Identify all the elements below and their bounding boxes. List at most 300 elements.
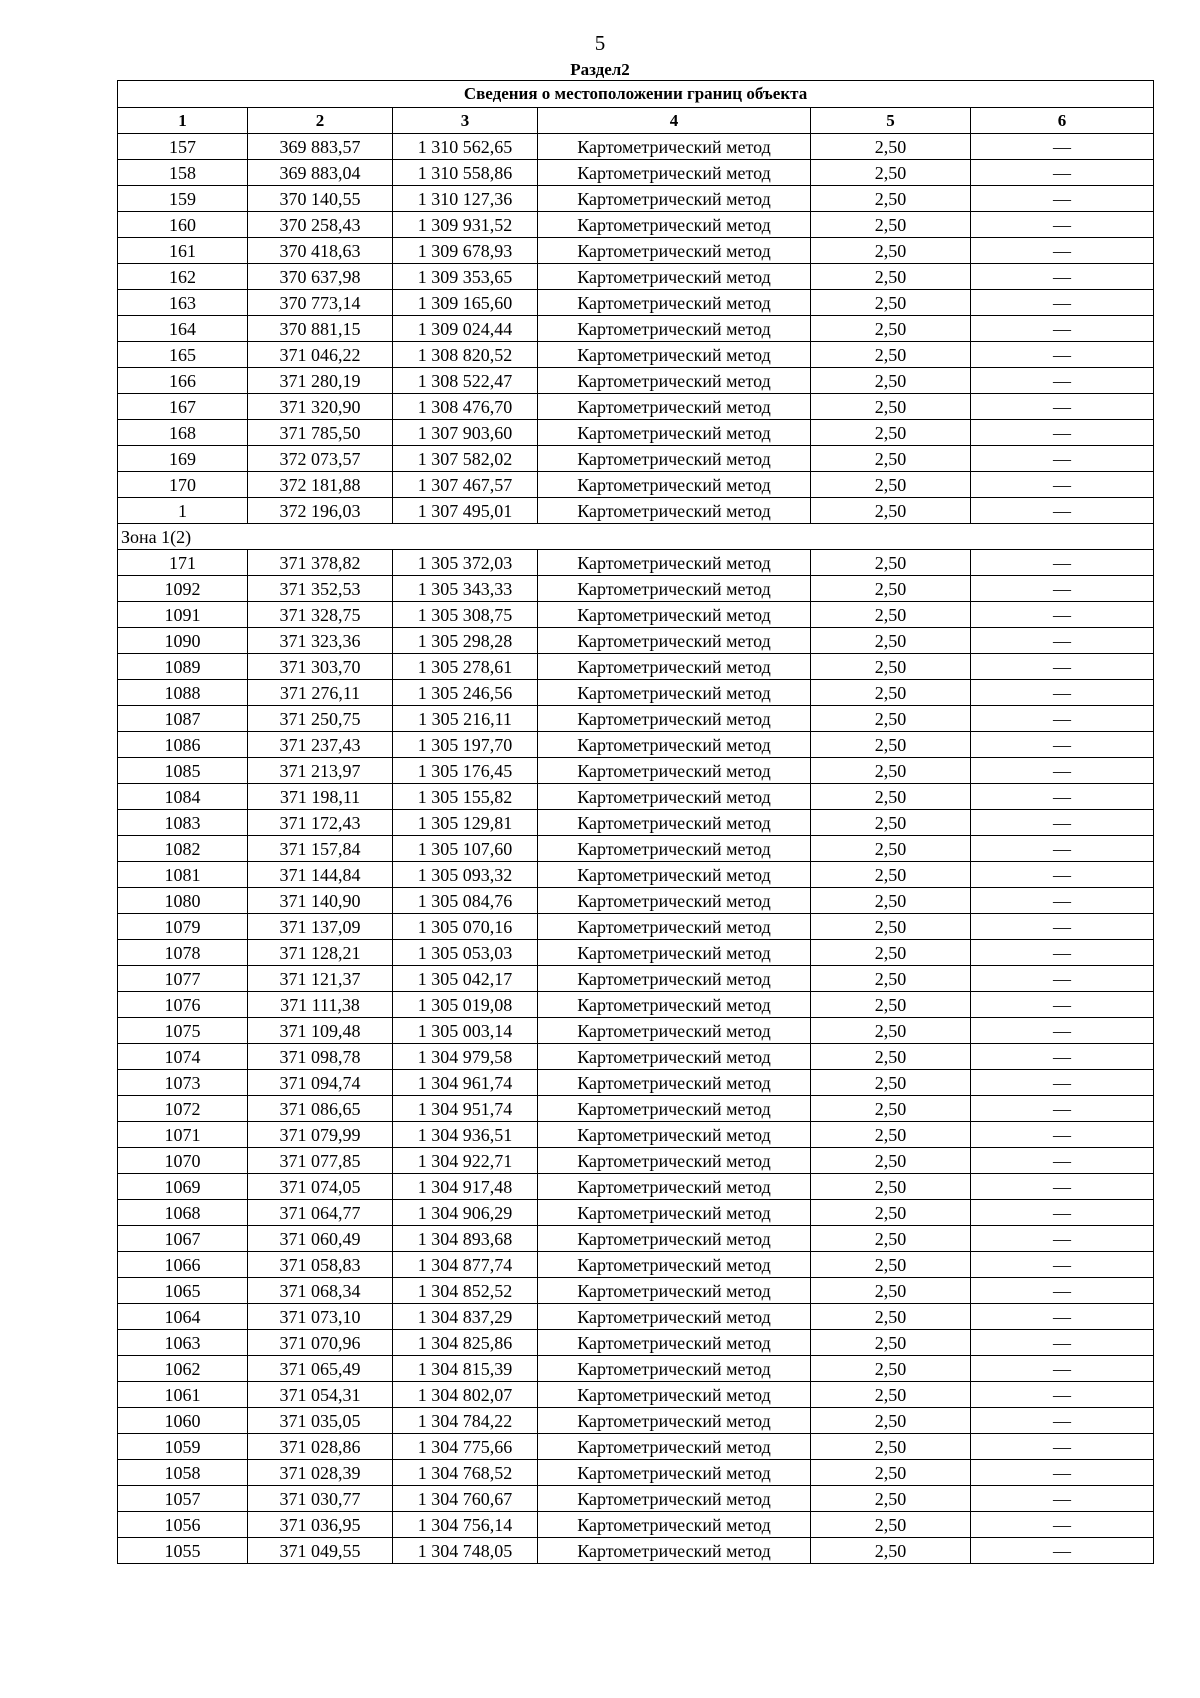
accuracy-cell: 2,50 — [811, 1460, 971, 1486]
accuracy-cell: 2,50 — [811, 1044, 971, 1070]
y-coordinate-cell: 1 305 197,70 — [393, 732, 538, 758]
x-coordinate-cell: 371 046,22 — [248, 342, 393, 368]
table-row — [118, 160, 1154, 186]
accuracy-cell: 2,50 — [811, 342, 971, 368]
point-number-cell: 1068 — [118, 1200, 248, 1226]
note-cell: — — [971, 1538, 1154, 1564]
table-row — [118, 1044, 1154, 1070]
y-coordinate-cell: 1 304 756,14 — [393, 1512, 538, 1538]
y-coordinate-cell: 1 307 903,60 — [393, 420, 538, 446]
accuracy-cell: 2,50 — [811, 472, 971, 498]
method-cell: Картометрический метод — [538, 290, 811, 316]
method-cell: Картометрический метод — [538, 628, 811, 654]
point-number-cell: 1070 — [118, 1148, 248, 1174]
point-number-cell: 1073 — [118, 1070, 248, 1096]
note-cell: — — [971, 1096, 1154, 1122]
table-row — [118, 654, 1154, 680]
table-row — [118, 758, 1154, 784]
accuracy-cell: 2,50 — [811, 1018, 971, 1044]
accuracy-cell: 2,50 — [811, 1070, 971, 1096]
method-cell: Картометрический метод — [538, 1304, 811, 1330]
method-cell: Картометрический метод — [538, 1408, 811, 1434]
method-cell: Картометрический метод — [538, 1122, 811, 1148]
x-coordinate-cell: 371 070,96 — [248, 1330, 393, 1356]
note-cell: — — [971, 810, 1154, 836]
method-cell: Картометрический метод — [538, 914, 811, 940]
accuracy-cell: 2,50 — [811, 446, 971, 472]
method-cell: Картометрический метод — [538, 784, 811, 810]
method-cell: Картометрический метод — [538, 1252, 811, 1278]
table-row — [118, 732, 1154, 758]
y-coordinate-cell: 1 307 467,57 — [393, 472, 538, 498]
y-coordinate-cell: 1 305 003,14 — [393, 1018, 538, 1044]
accuracy-cell: 2,50 — [811, 1330, 971, 1356]
table-row — [118, 394, 1154, 420]
method-cell: Картометрический метод — [538, 1044, 811, 1070]
note-cell: — — [971, 836, 1154, 862]
table-row — [118, 784, 1154, 810]
point-number-cell: 1069 — [118, 1174, 248, 1200]
x-coordinate-cell: 371 049,55 — [248, 1538, 393, 1564]
note-cell: — — [971, 160, 1154, 186]
table-row — [118, 1148, 1154, 1174]
x-coordinate-cell: 370 637,98 — [248, 264, 393, 290]
method-cell: Картометрический метод — [538, 732, 811, 758]
point-number-cell: 170 — [118, 472, 248, 498]
accuracy-cell: 2,50 — [811, 784, 971, 810]
table-row — [118, 342, 1154, 368]
x-coordinate-cell: 370 258,43 — [248, 212, 393, 238]
x-coordinate-cell: 371 378,82 — [248, 550, 393, 576]
y-coordinate-cell: 1 305 246,56 — [393, 680, 538, 706]
table-row — [118, 550, 1154, 576]
method-cell: Картометрический метод — [538, 1356, 811, 1382]
point-number-cell: 169 — [118, 446, 248, 472]
y-coordinate-cell: 1 309 165,60 — [393, 290, 538, 316]
y-coordinate-cell: 1 308 820,52 — [393, 342, 538, 368]
accuracy-cell: 2,50 — [811, 160, 971, 186]
y-coordinate-cell: 1 305 343,33 — [393, 576, 538, 602]
accuracy-cell: 2,50 — [811, 1200, 971, 1226]
x-coordinate-cell: 372 196,03 — [248, 498, 393, 524]
method-cell: Картометрический метод — [538, 1512, 811, 1538]
method-cell: Картометрический метод — [538, 1018, 811, 1044]
note-cell: — — [971, 654, 1154, 680]
x-coordinate-cell: 371 237,43 — [248, 732, 393, 758]
note-cell: — — [971, 1330, 1154, 1356]
accuracy-cell: 2,50 — [811, 1148, 971, 1174]
accuracy-cell: 2,50 — [811, 862, 971, 888]
method-cell: Картометрический метод — [538, 1460, 811, 1486]
method-cell: Картометрический метод — [538, 888, 811, 914]
accuracy-cell: 2,50 — [811, 1538, 971, 1564]
y-coordinate-cell: 1 304 951,74 — [393, 1096, 538, 1122]
point-number-cell: 158 — [118, 160, 248, 186]
point-number-cell: 1075 — [118, 1018, 248, 1044]
method-cell: Картометрический метод — [538, 498, 811, 524]
table-row — [118, 238, 1154, 264]
x-coordinate-cell: 371 111,38 — [248, 992, 393, 1018]
accuracy-cell: 2,50 — [811, 888, 971, 914]
point-number-cell: 1085 — [118, 758, 248, 784]
note-cell: — — [971, 1174, 1154, 1200]
accuracy-cell: 2,50 — [811, 966, 971, 992]
y-coordinate-cell: 1 309 353,65 — [393, 264, 538, 290]
note-cell: — — [971, 758, 1154, 784]
table-row — [118, 1174, 1154, 1200]
accuracy-cell: 2,50 — [811, 550, 971, 576]
x-coordinate-cell: 371 036,95 — [248, 1512, 393, 1538]
accuracy-cell: 2,50 — [811, 1512, 971, 1538]
method-cell: Картометрический метод — [538, 1200, 811, 1226]
point-number-cell: 1089 — [118, 654, 248, 680]
method-cell: Картометрический метод — [538, 394, 811, 420]
table-row — [118, 134, 1154, 160]
point-number-cell: 160 — [118, 212, 248, 238]
note-cell: — — [971, 290, 1154, 316]
column-header: 4 — [538, 108, 811, 134]
table-row — [118, 1070, 1154, 1096]
point-number-cell: 1071 — [118, 1122, 248, 1148]
point-number-cell: 1060 — [118, 1408, 248, 1434]
method-cell: Картометрический метод — [538, 654, 811, 680]
note-cell: — — [971, 628, 1154, 654]
note-cell: — — [971, 368, 1154, 394]
table-row — [118, 1330, 1154, 1356]
y-coordinate-cell: 1 305 278,61 — [393, 654, 538, 680]
x-coordinate-cell: 371 280,19 — [248, 368, 393, 394]
point-number-cell: 157 — [118, 134, 248, 160]
accuracy-cell: 2,50 — [811, 394, 971, 420]
note-cell: — — [971, 680, 1154, 706]
y-coordinate-cell: 1 305 298,28 — [393, 628, 538, 654]
y-coordinate-cell: 1 304 877,74 — [393, 1252, 538, 1278]
x-coordinate-cell: 371 028,86 — [248, 1434, 393, 1460]
point-number-cell: 162 — [118, 264, 248, 290]
method-cell: Картометрический метод — [538, 1538, 811, 1564]
point-number-cell: 1065 — [118, 1278, 248, 1304]
note-cell: — — [971, 342, 1154, 368]
x-coordinate-cell: 371 144,84 — [248, 862, 393, 888]
point-number-cell: 171 — [118, 550, 248, 576]
x-coordinate-cell: 371 276,11 — [248, 680, 393, 706]
y-coordinate-cell: 1 304 922,71 — [393, 1148, 538, 1174]
table-row — [118, 1408, 1154, 1434]
y-coordinate-cell: 1 305 093,32 — [393, 862, 538, 888]
method-cell: Картометрический метод — [538, 186, 811, 212]
y-coordinate-cell: 1 307 582,02 — [393, 446, 538, 472]
point-number-cell: 1061 — [118, 1382, 248, 1408]
x-coordinate-cell: 371 128,21 — [248, 940, 393, 966]
point-number-cell: 1092 — [118, 576, 248, 602]
method-cell: Картометрический метод — [538, 1148, 811, 1174]
method-cell: Картометрический метод — [538, 1330, 811, 1356]
method-cell: Картометрический метод — [538, 264, 811, 290]
y-coordinate-cell: 1 304 906,29 — [393, 1200, 538, 1226]
accuracy-cell: 2,50 — [811, 1356, 971, 1382]
table-row — [118, 1018, 1154, 1044]
method-cell: Картометрический метод — [538, 758, 811, 784]
table-row — [118, 628, 1154, 654]
method-cell: Картометрический метод — [538, 602, 811, 628]
accuracy-cell: 2,50 — [811, 186, 971, 212]
point-number-cell: 1058 — [118, 1460, 248, 1486]
x-coordinate-cell: 371 198,11 — [248, 784, 393, 810]
y-coordinate-cell: 1 305 042,17 — [393, 966, 538, 992]
y-coordinate-cell: 1 305 084,76 — [393, 888, 538, 914]
y-coordinate-cell: 1 304 979,58 — [393, 1044, 538, 1070]
table-caption: Сведения о местоположении границ объекта — [118, 81, 1154, 108]
note-cell: — — [971, 1356, 1154, 1382]
method-cell: Картометрический метод — [538, 342, 811, 368]
table-row — [118, 264, 1154, 290]
zone-label: Зона 1(2) — [118, 524, 1154, 550]
accuracy-cell: 2,50 — [811, 498, 971, 524]
table-row — [118, 1434, 1154, 1460]
accuracy-cell: 2,50 — [811, 238, 971, 264]
x-coordinate-cell: 372 181,88 — [248, 472, 393, 498]
point-number-cell: 167 — [118, 394, 248, 420]
y-coordinate-cell: 1 310 558,86 — [393, 160, 538, 186]
note-cell: — — [971, 992, 1154, 1018]
x-coordinate-cell: 369 883,57 — [248, 134, 393, 160]
point-number-cell: 1072 — [118, 1096, 248, 1122]
point-number-cell: 1062 — [118, 1356, 248, 1382]
column-header: 5 — [811, 108, 971, 134]
table-row — [118, 1382, 1154, 1408]
accuracy-cell: 2,50 — [811, 1096, 971, 1122]
note-cell: — — [971, 966, 1154, 992]
y-coordinate-cell: 1 305 372,03 — [393, 550, 538, 576]
table-row — [118, 472, 1154, 498]
boundary-coordinates-table — [117, 80, 1154, 1564]
x-coordinate-cell: 371 079,99 — [248, 1122, 393, 1148]
x-coordinate-cell: 371 250,75 — [248, 706, 393, 732]
x-coordinate-cell: 370 140,55 — [248, 186, 393, 212]
accuracy-cell: 2,50 — [811, 1252, 971, 1278]
y-coordinate-cell: 1 305 216,11 — [393, 706, 538, 732]
accuracy-cell: 2,50 — [811, 758, 971, 784]
table-row — [118, 1226, 1154, 1252]
method-cell: Картометрический метод — [538, 940, 811, 966]
x-coordinate-cell: 371 109,48 — [248, 1018, 393, 1044]
point-number-cell: 1055 — [118, 1538, 248, 1564]
x-coordinate-cell: 371 094,74 — [248, 1070, 393, 1096]
note-cell: — — [971, 264, 1154, 290]
y-coordinate-cell: 1 305 129,81 — [393, 810, 538, 836]
accuracy-cell: 2,50 — [811, 914, 971, 940]
method-cell: Картометрический метод — [538, 550, 811, 576]
x-coordinate-cell: 372 073,57 — [248, 446, 393, 472]
note-cell: — — [971, 212, 1154, 238]
method-cell: Картометрический метод — [538, 862, 811, 888]
note-cell: — — [971, 1460, 1154, 1486]
x-coordinate-cell: 371 035,05 — [248, 1408, 393, 1434]
y-coordinate-cell: 1 304 961,74 — [393, 1070, 538, 1096]
method-cell: Картометрический метод — [538, 212, 811, 238]
table-row — [118, 888, 1154, 914]
table-body-bottom — [118, 550, 1154, 1564]
table-row — [118, 316, 1154, 342]
y-coordinate-cell: 1 310 127,36 — [393, 186, 538, 212]
point-number-cell: 166 — [118, 368, 248, 394]
x-coordinate-cell: 371 098,78 — [248, 1044, 393, 1070]
x-coordinate-cell: 371 213,97 — [248, 758, 393, 784]
y-coordinate-cell: 1 304 852,52 — [393, 1278, 538, 1304]
point-number-cell: 1066 — [118, 1252, 248, 1278]
note-cell: — — [971, 238, 1154, 264]
point-number-cell: 1078 — [118, 940, 248, 966]
x-coordinate-cell: 371 074,05 — [248, 1174, 393, 1200]
method-cell: Картометрический метод — [538, 966, 811, 992]
y-coordinate-cell: 1 308 522,47 — [393, 368, 538, 394]
method-cell: Картометрический метод — [538, 472, 811, 498]
x-coordinate-cell: 371 172,43 — [248, 810, 393, 836]
table-row — [118, 680, 1154, 706]
zone-section — [118, 524, 1154, 550]
x-coordinate-cell: 371 028,39 — [248, 1460, 393, 1486]
note-cell: — — [971, 472, 1154, 498]
accuracy-cell: 2,50 — [811, 1382, 971, 1408]
accuracy-cell: 2,50 — [811, 1486, 971, 1512]
table-row — [118, 862, 1154, 888]
y-coordinate-cell: 1 309 678,93 — [393, 238, 538, 264]
accuracy-cell: 2,50 — [811, 992, 971, 1018]
note-cell: — — [971, 1044, 1154, 1070]
note-cell: — — [971, 1070, 1154, 1096]
point-number-cell: 165 — [118, 342, 248, 368]
y-coordinate-cell: 1 308 476,70 — [393, 394, 538, 420]
point-number-cell: 1063 — [118, 1330, 248, 1356]
point-number-cell: 1056 — [118, 1512, 248, 1538]
accuracy-cell: 2,50 — [811, 1434, 971, 1460]
table-row — [118, 290, 1154, 316]
method-cell: Картометрический метод — [538, 1096, 811, 1122]
x-coordinate-cell: 371 352,53 — [248, 576, 393, 602]
note-cell: — — [971, 1408, 1154, 1434]
note-cell: — — [971, 134, 1154, 160]
y-coordinate-cell: 1 304 748,05 — [393, 1538, 538, 1564]
point-number-cell: 1082 — [118, 836, 248, 862]
point-number-cell: 1081 — [118, 862, 248, 888]
method-cell: Картометрический метод — [538, 420, 811, 446]
y-coordinate-cell: 1 304 825,86 — [393, 1330, 538, 1356]
point-number-cell: 164 — [118, 316, 248, 342]
point-number-cell: 1080 — [118, 888, 248, 914]
y-coordinate-cell: 1 305 019,08 — [393, 992, 538, 1018]
table-row — [118, 940, 1154, 966]
table-row — [118, 966, 1154, 992]
y-coordinate-cell: 1 309 931,52 — [393, 212, 538, 238]
note-cell: — — [971, 1200, 1154, 1226]
table-row — [118, 498, 1154, 524]
y-coordinate-cell: 1 305 107,60 — [393, 836, 538, 862]
note-cell: — — [971, 706, 1154, 732]
method-cell: Картометрический метод — [538, 238, 811, 264]
x-coordinate-cell: 371 030,77 — [248, 1486, 393, 1512]
method-cell: Картометрический метод — [538, 446, 811, 472]
point-number-cell: 1057 — [118, 1486, 248, 1512]
table-row — [118, 576, 1154, 602]
x-coordinate-cell: 371 140,90 — [248, 888, 393, 914]
table-row — [118, 992, 1154, 1018]
note-cell: — — [971, 1122, 1154, 1148]
x-coordinate-cell: 371 065,49 — [248, 1356, 393, 1382]
accuracy-cell: 2,50 — [811, 290, 971, 316]
x-coordinate-cell: 371 137,09 — [248, 914, 393, 940]
y-coordinate-cell: 1 304 760,67 — [393, 1486, 538, 1512]
x-coordinate-cell: 371 157,84 — [248, 836, 393, 862]
page-number: 5 — [594, 31, 606, 55]
table-row — [118, 1252, 1154, 1278]
point-number-cell: 1 — [118, 498, 248, 524]
column-header: 2 — [248, 108, 393, 134]
table-row — [118, 212, 1154, 238]
accuracy-cell: 2,50 — [811, 316, 971, 342]
y-coordinate-cell: 1 307 495,01 — [393, 498, 538, 524]
table-row — [118, 1460, 1154, 1486]
section-title: Раздел2 — [570, 60, 630, 79]
point-number-cell: 161 — [118, 238, 248, 264]
table-row — [118, 1122, 1154, 1148]
accuracy-cell: 2,50 — [811, 1408, 971, 1434]
x-coordinate-cell: 371 077,85 — [248, 1148, 393, 1174]
y-coordinate-cell: 1 309 024,44 — [393, 316, 538, 342]
point-number-cell: 159 — [118, 186, 248, 212]
method-cell: Картометрический метод — [538, 1226, 811, 1252]
y-coordinate-cell: 1 310 562,65 — [393, 134, 538, 160]
point-number-cell: 1090 — [118, 628, 248, 654]
method-cell: Картометрический метод — [538, 1278, 811, 1304]
method-cell: Картометрический метод — [538, 836, 811, 862]
note-cell: — — [971, 420, 1154, 446]
note-cell: — — [971, 914, 1154, 940]
accuracy-cell: 2,50 — [811, 264, 971, 290]
accuracy-cell: 2,50 — [811, 680, 971, 706]
accuracy-cell: 2,50 — [811, 1174, 971, 1200]
table-row — [118, 446, 1154, 472]
method-cell: Картометрический метод — [538, 576, 811, 602]
method-cell: Картометрический метод — [538, 706, 811, 732]
table-row — [118, 836, 1154, 862]
table-row — [118, 1304, 1154, 1330]
note-cell: — — [971, 1018, 1154, 1044]
x-coordinate-cell: 371 785,50 — [248, 420, 393, 446]
y-coordinate-cell: 1 305 070,16 — [393, 914, 538, 940]
accuracy-cell: 2,50 — [811, 836, 971, 862]
note-cell: — — [971, 1512, 1154, 1538]
x-coordinate-cell: 369 883,04 — [248, 160, 393, 186]
point-number-cell: 163 — [118, 290, 248, 316]
x-coordinate-cell: 370 881,15 — [248, 316, 393, 342]
method-cell: Картометрический метод — [538, 316, 811, 342]
method-cell: Картометрический метод — [538, 1174, 811, 1200]
method-cell: Картометрический метод — [538, 1070, 811, 1096]
y-coordinate-cell: 1 304 893,68 — [393, 1226, 538, 1252]
note-cell: — — [971, 1434, 1154, 1460]
note-cell: — — [971, 1252, 1154, 1278]
method-cell: Картометрический метод — [538, 1486, 811, 1512]
x-coordinate-cell: 371 121,37 — [248, 966, 393, 992]
accuracy-cell: 2,50 — [811, 628, 971, 654]
table-caption-row — [118, 81, 1154, 108]
x-coordinate-cell: 371 073,10 — [248, 1304, 393, 1330]
column-header: 3 — [393, 108, 538, 134]
method-cell: Картометрический метод — [538, 160, 811, 186]
accuracy-cell: 2,50 — [811, 810, 971, 836]
point-number-cell: 1067 — [118, 1226, 248, 1252]
x-coordinate-cell: 371 064,77 — [248, 1200, 393, 1226]
